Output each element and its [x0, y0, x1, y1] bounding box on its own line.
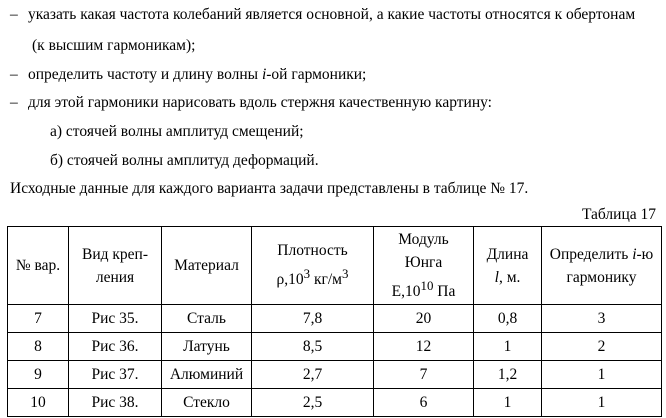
cell-material: Сталь — [162, 305, 252, 333]
cell-material: Алюминий — [162, 361, 252, 389]
cell-harmonic: 1 — [542, 389, 662, 417]
cell-density: 7,8 — [252, 305, 374, 333]
header-variant-text: № вар. — [15, 257, 61, 274]
bullet-dash: – — [10, 6, 18, 23]
cell-variant: 8 — [8, 333, 69, 361]
bullet-text-part: -ой гармоники; — [266, 66, 367, 83]
cell-mount: Рис 36. — [69, 333, 162, 361]
bullet-item-3 — [10, 94, 492, 112]
header-modulus-unit: Па — [433, 283, 456, 301]
cell-mount: Рис 35. — [69, 305, 162, 333]
header-harmonic-i: i — [632, 245, 637, 263]
header-length-symbol: l — [494, 268, 499, 286]
table-header-row — [8, 227, 662, 305]
cell-mount: Рис 38. — [69, 389, 162, 417]
table-row — [8, 333, 662, 361]
header-harmonic-line1: Определить — [549, 245, 633, 263]
cell-length: 1,2 — [474, 361, 542, 389]
header-density-unit-exp: 3 — [342, 266, 349, 282]
header-harmonic — [542, 227, 662, 305]
cell-length: 1 — [474, 389, 542, 417]
header-length — [474, 227, 542, 305]
header-density — [252, 227, 374, 305]
header-material-text: Материал — [174, 257, 239, 274]
subitem-b: б) стоячей волны амплитуд деформаций. — [50, 152, 319, 169]
bullet-text: указать какая частота колебаний является основной, а какие частоты относятся к обертонам — [28, 6, 636, 23]
cell-material: Стекло — [162, 389, 252, 417]
header-variant — [8, 227, 69, 305]
bullet-item-1-continuation: (к высшим гармоникам); — [32, 37, 196, 54]
paragraph-table-intro: Исходные данные для каждого варианта задачи представлены в таблице № 17. — [10, 180, 529, 197]
header-density-line1: Плотность — [277, 242, 348, 260]
cell-harmonic: 2 — [542, 333, 662, 361]
cell-length: 1 — [474, 333, 542, 361]
bullet-dash: – — [10, 94, 18, 111]
header-length-unit: , м. — [498, 268, 521, 286]
bullet-text: для этой гармоники нарисовать вдоль стержня качественную картину: — [28, 94, 492, 111]
cell-length: 0,8 — [474, 305, 542, 333]
header-harmonic-line2: гармонику — [566, 268, 637, 286]
header-density-exp: 3 — [303, 266, 311, 282]
header-length-line1: Длина — [486, 245, 529, 263]
cell-modulus: 6 — [374, 389, 474, 417]
bullet-item-2 — [10, 66, 366, 84]
cell-modulus: 20 — [374, 305, 474, 333]
table-row — [8, 389, 662, 417]
italic-i: i — [261, 66, 267, 83]
header-mount — [69, 227, 162, 305]
bullet-text-part: определить частоту и длину волны — [28, 66, 262, 83]
bullet-dash: – — [10, 66, 18, 83]
header-modulus-symbol: Е,10 — [391, 283, 421, 301]
cell-modulus: 7 — [374, 361, 474, 389]
cell-harmonic: 3 — [542, 305, 662, 333]
subitem-a: а) стоячей волны амплитуд смещений; — [50, 123, 304, 140]
header-density-unit: кг/м — [310, 271, 342, 289]
cell-harmonic: 1 — [542, 361, 662, 389]
header-mount-line2: ления — [95, 268, 135, 286]
header-modulus-exp: 10 — [420, 277, 434, 293]
header-material — [162, 227, 252, 305]
header-modulus-line1: Модуль — [398, 230, 449, 248]
cell-variant: 10 — [8, 389, 69, 417]
cell-density: 2,5 — [252, 389, 374, 417]
cell-variant: 9 — [8, 361, 69, 389]
bullet-item-1 — [10, 6, 635, 24]
header-density-symbol: ρ,10 — [276, 271, 304, 289]
header-harmonic-suffix: -ю — [636, 245, 654, 263]
cell-variant: 7 — [8, 305, 69, 333]
cell-material: Латунь — [162, 333, 252, 361]
header-modulus — [374, 227, 474, 305]
table-row — [8, 305, 662, 333]
table-row — [8, 361, 662, 389]
cell-density: 8,5 — [252, 333, 374, 361]
cell-density: 2,7 — [252, 361, 374, 389]
cell-mount: Рис 37. — [69, 361, 162, 389]
header-mount-line1: Вид креп- — [81, 245, 148, 263]
data-table — [7, 226, 662, 417]
header-modulus-line2: Юнга — [404, 253, 443, 271]
cell-modulus: 12 — [374, 333, 474, 361]
table-caption: Таблица 17 — [581, 206, 656, 223]
